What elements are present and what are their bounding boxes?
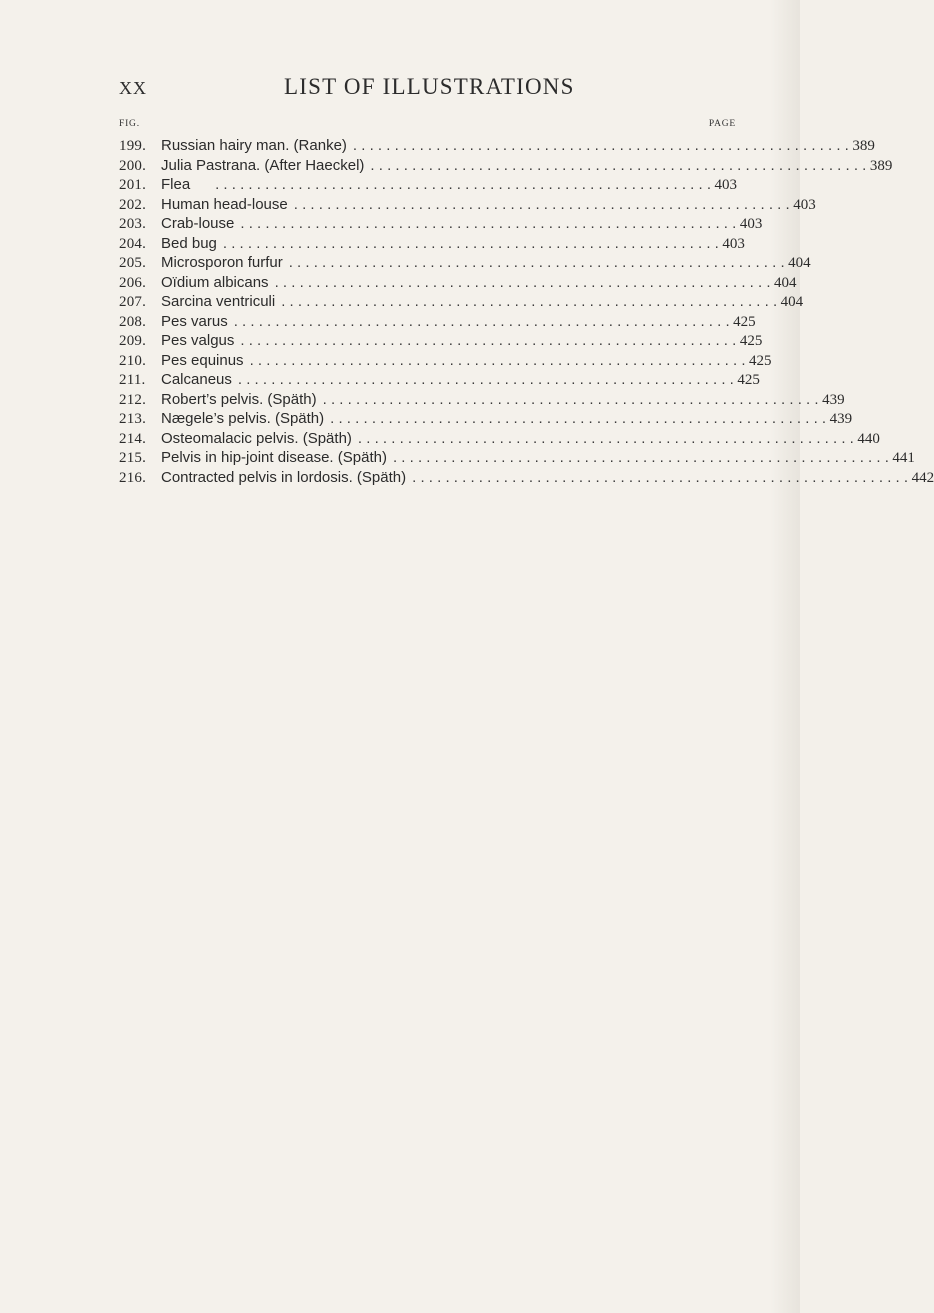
dot-leader: . . . . . . . . . . . . . . . . . . . . . . . . . . . . . . . . . . . . . . . . . . . . . . . . . . . . . . . . . . . . [233, 312, 730, 330]
list-item [119, 351, 772, 371]
page-reference: 439 [822, 391, 845, 408]
dot-leader: . . . . . . . . . . . . . . . . . . . . . . . . . . . . . . . . . . . . . . . . . . . . . . . . . . . . . . . . . . . . [412, 468, 909, 486]
list-item [119, 312, 756, 332]
figure-number: 213. [119, 411, 147, 427]
illustration-title: Russian hairy man. (Ranke) [161, 137, 347, 154]
list-item [119, 409, 853, 429]
illustration-title: Calcaneus [161, 371, 232, 388]
figure-number: 199. [119, 138, 147, 154]
dot-leader: . . . . . . . . . . . . . . . . . . . . . . . . . . . . . . . . . . . . . . . . . . . . . . . . . . . . . . . . . . . . [392, 449, 889, 466]
page-reference: 425 [733, 313, 756, 330]
figure-number: 212. [119, 391, 147, 408]
figure-number: 211. [119, 372, 146, 388]
dot-leader: . . . . . . . . . . . . . . . . . . . . . . . . . . . . . . . . . . . . . . . . . . . . . . . . . . . . . . . . . . . . [240, 332, 737, 349]
dot-leader: . . . . . . . . . . . . . . . . . . . . . . . . . . . . . . . . . . . . . . . . . . . . . . . . . . . . . . . . . . . . [281, 293, 778, 310]
figure-number: 206. [119, 274, 147, 291]
page-reference: 440 [857, 430, 880, 447]
list-item [119, 253, 811, 273]
illustration-title: Crab-louse [161, 215, 235, 232]
dot-leader: . . . . . . . . . . . . . . . . . . . . . . . . . . . . . . . . . . . . . . . . . . . . . . . . . . . . . . . . . . . . [357, 429, 854, 447]
dot-leader: . . . . . . . . . . . . . . . . . . . . . . . . . . . . . . . . . . . . . . . . . . . . . . . . . . . . . . . . . . . . [237, 371, 734, 388]
list-item [119, 273, 797, 293]
illustration-title: Bed bug [161, 234, 217, 252]
dot-leader: . . . . . . . . . . . . . . . . . . . . . . . . . . . . . . . . . . . . . . . . . . . . . . . . . . . . . . . . . . . . [322, 390, 819, 408]
page-reference: 403 [793, 196, 816, 213]
illustration-title: Pes equinus [161, 351, 244, 369]
list-item [119, 156, 893, 176]
page-reference: 442 [911, 469, 934, 486]
figure-number: 208. [119, 313, 147, 330]
column-headers [119, 119, 736, 133]
dot-leader: . . . . . . . . . . . . . . . . . . . . . . . . . . . . . . . . . . . . . . . . . . . . . . . . . . . . . . . . . . . . [330, 410, 827, 427]
figure-number: 214. [119, 430, 147, 447]
illustration-title: Julia Pastrana. (After Haeckel) [161, 156, 365, 174]
list-item [119, 234, 745, 254]
page-reference: 389 [869, 157, 893, 174]
fig-column-header: FIG. [119, 119, 140, 129]
page-title: LIST OF ILLUSTRATIONS [284, 74, 575, 99]
page-reference: 425 [737, 372, 760, 388]
running-head [0, 74, 800, 104]
list-item [119, 136, 875, 156]
list-item [119, 448, 915, 468]
figure-number: 203. [119, 216, 147, 232]
list-item [119, 429, 880, 449]
figure-number: 210. [119, 352, 147, 369]
page-reference: 403 [739, 216, 763, 232]
figure-number: 204. [119, 235, 147, 252]
dot-leader: . . . . . . . . . . . . . . . . . . . . . . . . . . . . . . . . . . . . . . . . . . . . . . . . . . . . . . . . . . . . [370, 156, 867, 174]
page-reference: 441 [892, 450, 915, 466]
page-number: XX [119, 78, 147, 98]
list-item [119, 214, 763, 234]
page-reference: 404 [780, 294, 804, 310]
dot-leader: . . . . . . . . . . . . . . . . . . . . . . . . . . . . . . . . . . . . . . . . . . . . . . . . . . . . . . . . . . . . [240, 215, 737, 232]
page-reference: 425 [749, 352, 772, 369]
dot-leader: . . . . . . . . . . . . . . . . . . . . . . . . . . . . . . . . . . . . . . . . . . . . . . . . . . . . . . . . . . . . [293, 195, 790, 213]
figure-number: 209. [119, 333, 147, 349]
dot-leader: . . . . . . . . . . . . . . . . . . . . . . . . . . . . . . . . . . . . . . . . . . . . . . . . . . . . . . . . . . . . [215, 176, 711, 193]
list-item [119, 390, 845, 410]
illustration-title: Sarcina ventriculi [161, 293, 276, 310]
page-column-header: PAGE [708, 119, 736, 129]
illustration-title: Contracted pelvis in lordosis. (Späth) [161, 468, 407, 486]
illustration-title: Osteomalacic pelvis. (Späth) [161, 429, 352, 447]
illustration-title: Oïdium albicans [161, 273, 269, 291]
illustration-title: Human head-louse [161, 195, 288, 213]
page-reference: 439 [829, 411, 853, 427]
illustration-title: Pes valgus [161, 332, 235, 349]
figure-number: 200. [119, 157, 147, 174]
dot-leader: . . . . . . . . . . . . . . . . . . . . . . . . . . . . . . . . . . . . . . . . . . . . . . . . . . . . . . . . . . . . [288, 254, 785, 271]
list-item [119, 175, 737, 195]
list-item [119, 370, 760, 390]
dot-leader: . . . . . . . . . . . . . . . . . . . . . . . . . . . . . . . . . . . . . . . . . . . . . . . . . . . . . . . . . . . . [222, 234, 719, 252]
figure-number: 207. [119, 294, 147, 310]
page-reference: 403 [722, 235, 745, 252]
figure-number: 216. [119, 469, 147, 486]
illustration-title: Flea [161, 176, 191, 193]
figure-number: 201. [119, 177, 147, 193]
list-item [119, 468, 934, 488]
page-reference: 425 [739, 333, 763, 349]
page-reference: 404 [774, 274, 797, 291]
page-reference: 389 [852, 138, 875, 154]
dot-leader: . . . . . . . . . . . . . . . . . . . . . . . . . . . . . . . . . . . . . . . . . . . . . . . . . . . . . . . . . . . . [352, 137, 849, 154]
list-item [119, 292, 804, 312]
dot-leader: . . . . . . . . . . . . . . . . . . . . . . . . . . . . . . . . . . . . . . . . . . . . . . . . . . . . . . . . . . . . [249, 351, 746, 369]
page-reference: 404 [788, 255, 811, 271]
list-item [119, 331, 763, 351]
illustration-title: Nægele’s pelvis. (Späth) [161, 410, 325, 427]
illustration-title: Robert’s pelvis. (Späth) [161, 390, 317, 408]
illustration-title: Microsporon furfur [161, 254, 283, 271]
illustration-title: Pes varus [161, 312, 228, 330]
list-item [119, 195, 816, 215]
illustration-list [119, 136, 934, 487]
figure-number: 202. [119, 196, 147, 213]
figure-number: 205. [119, 255, 147, 271]
page-reference: 403 [714, 177, 737, 193]
figure-number: 215. [119, 450, 147, 466]
dot-leader: . . . . . . . . . . . . . . . . . . . . . . . . . . . . . . . . . . . . . . . . . . . . . . . . . . . . . . . . . . . . [274, 273, 771, 291]
illustration-title: Pelvis in hip-joint disease. (Späth) [161, 449, 387, 466]
